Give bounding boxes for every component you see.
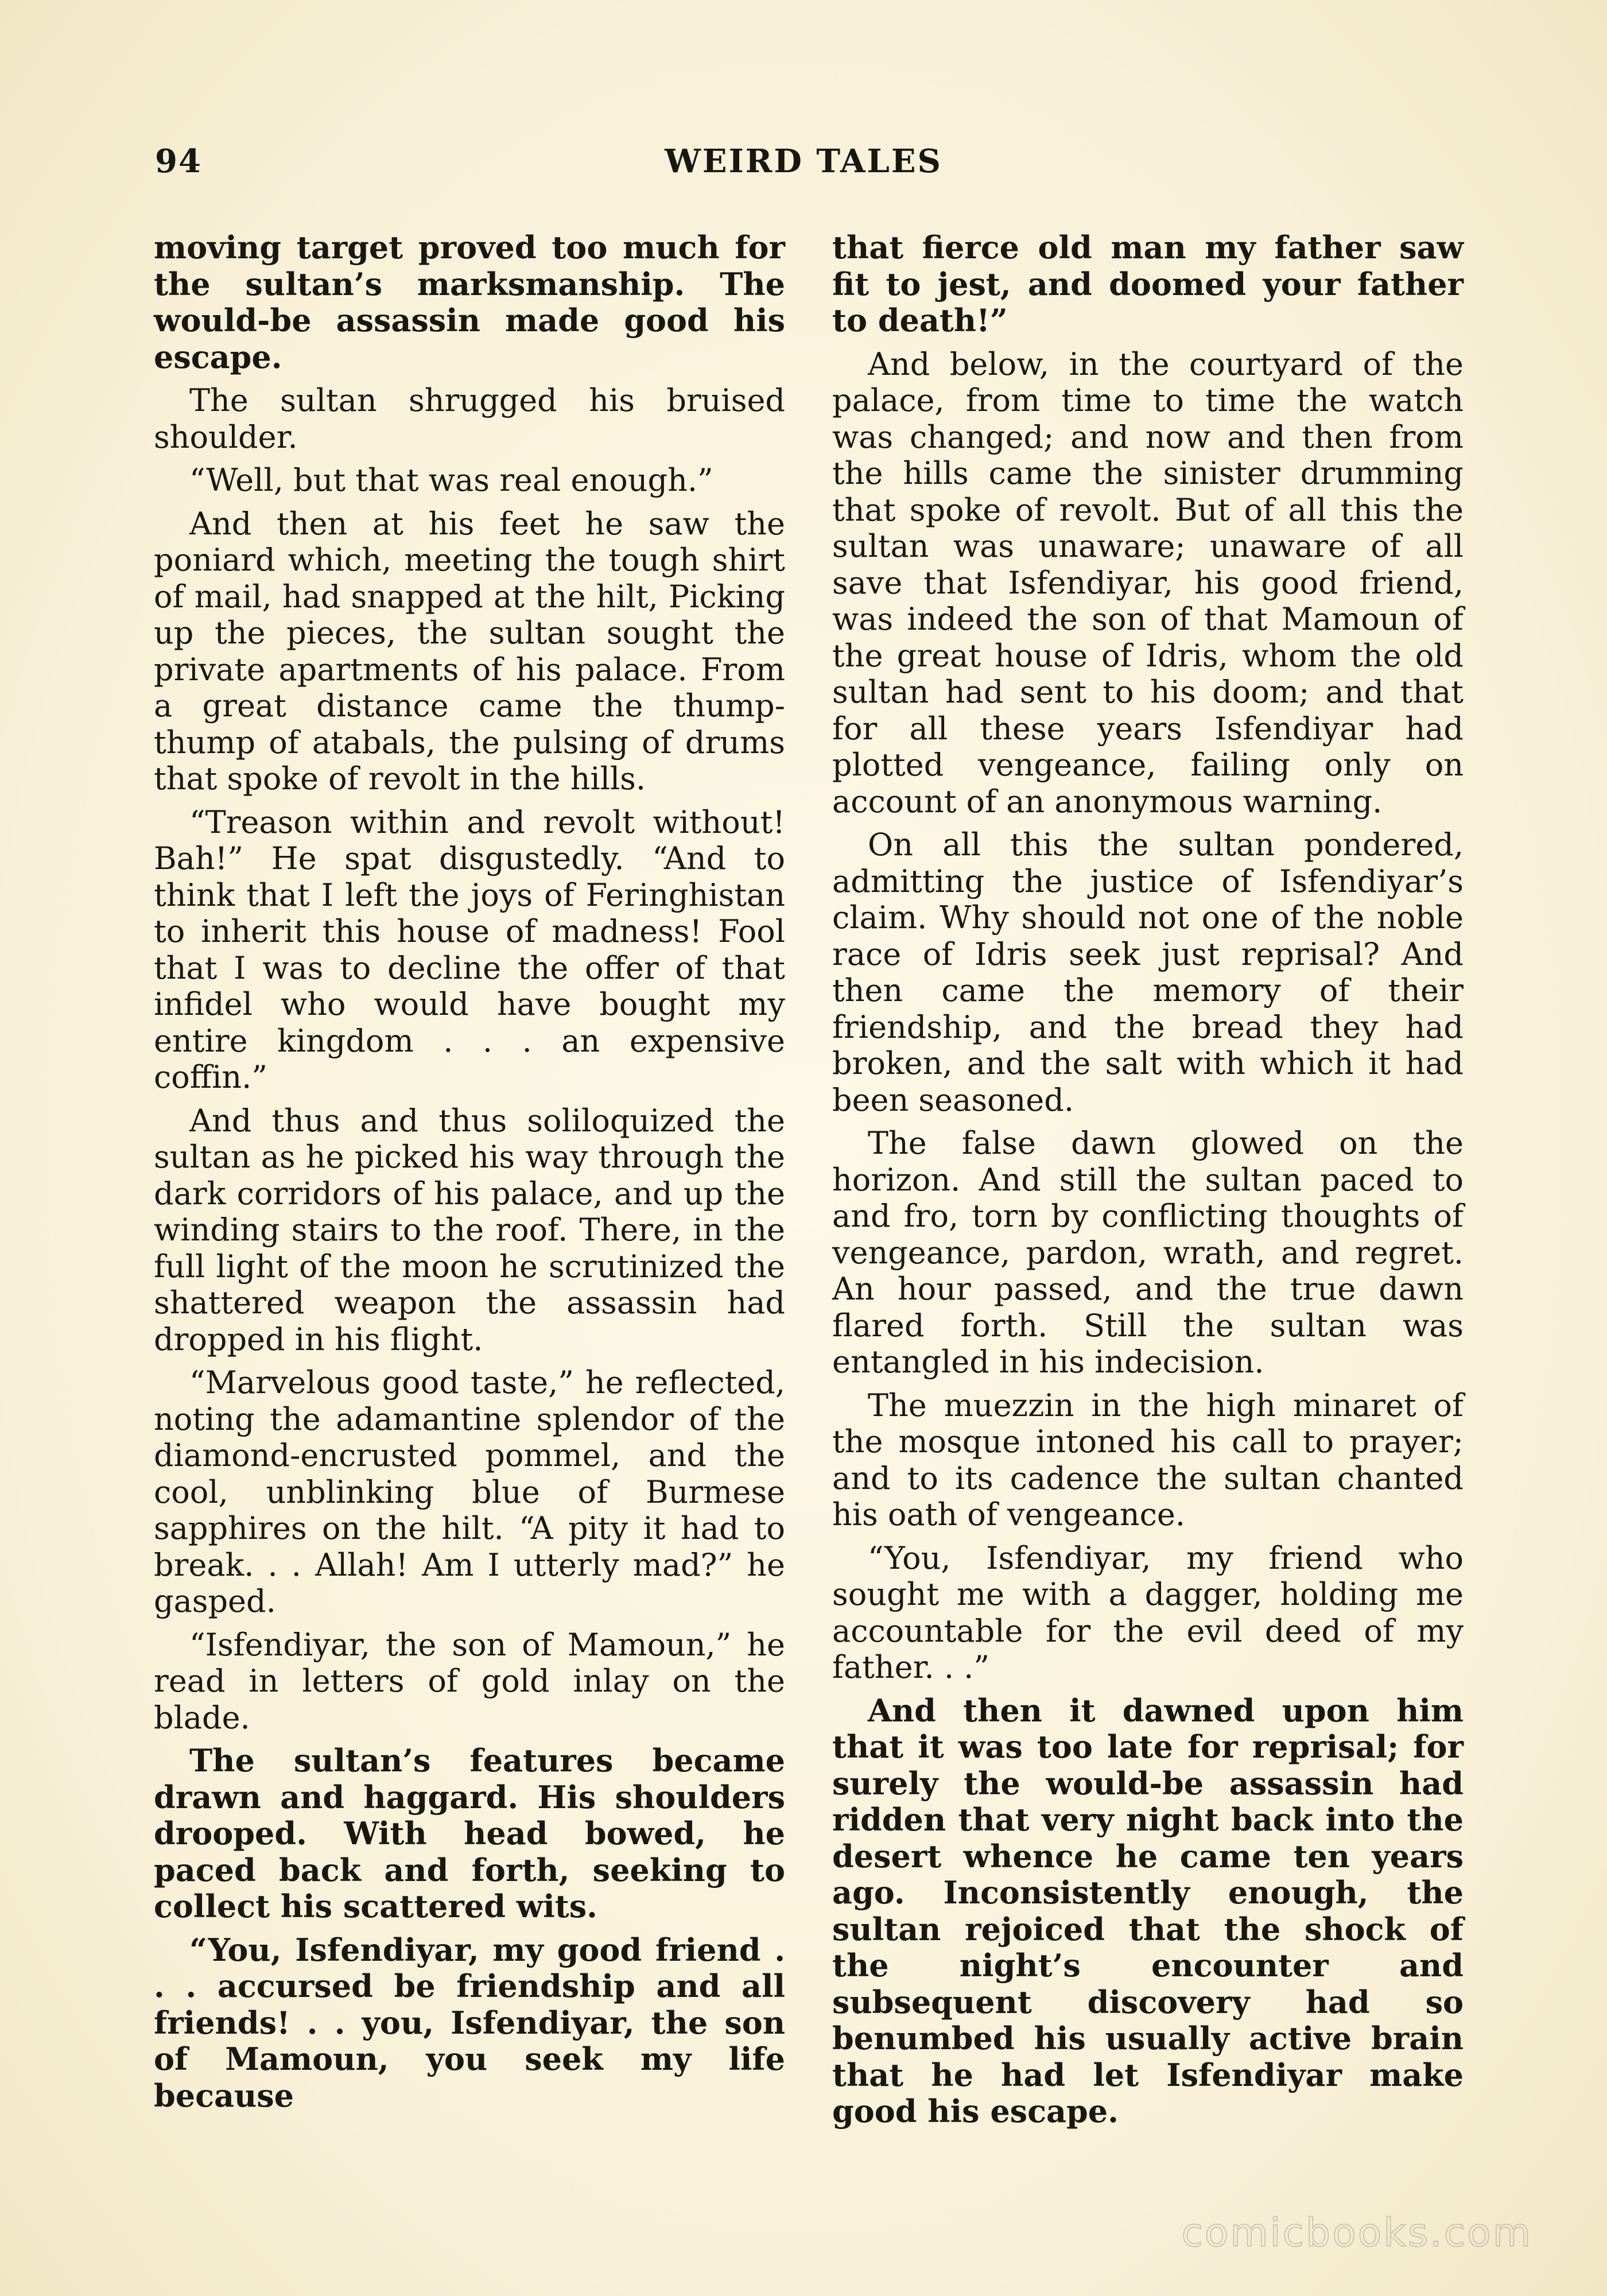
right-column (832, 230, 1464, 2137)
running-title: WEIRD TALES (665, 142, 942, 180)
watermark: comicbooks.com (1181, 2210, 1532, 2256)
paragraph: “You, Isfendiyar, my good friend . . . accursed be friendship and all friends! . . you, Isfendiyar, the son of Mamoun, you seek my life because (154, 1931, 785, 2114)
paragraph: “Isfendiyar, the son of Mamoun,” he read in letters of gold inlay on the blade. (154, 1626, 785, 1736)
paragraph: And then it dawned upon him that it was too late for reprisal; for surely the would-be assassin had ridden that very night back into the desert whence he came ten years ago. Inconsistently enough, the sultan rejoiced that the shock of the night’s encounter and subsequent discovery had so benumbed his usually active brain that he had let Isfendiyar make good his escape. (832, 1692, 1464, 2130)
left-column (154, 230, 785, 2121)
paragraph: moving target proved too much for the sultan’s marksmanship. The would-be assassin made good his escape. (154, 229, 785, 375)
paragraph: The sultan’s features became drawn and haggard. His shoulders drooped. With head bowed, he paced back and forth, seeking to collect his scattered wits. (154, 1742, 785, 1925)
running-header (155, 142, 1452, 188)
paragraph: On all this the sultan pondered, admitting the justice of Isfendiyar’s claim. Why should not one of the noble race of Idris seek just reprisal? And then came the memory of their friendship, and the bread they had broken, and the salt with which it had been seasoned. (832, 827, 1464, 1118)
paragraph: “Well, but that was real enough.” (189, 462, 713, 498)
paragraph: “Treason within and revolt without! Bah!” He spat disgustedly. “And to think that I left the joys of Feringhistan to inherit this house of madness! Fool that I was to decline the offer of that infidel who would have bought my entire kingdom . . . an expensive coffin.” (154, 804, 785, 1095)
page-number: 94 (155, 142, 202, 180)
paragraph: And then at his feet he saw the poniard which, meeting the tough shirt of mail, had snapped at the hilt, Picking up the pieces, the sultan sought the private apartments of his palace. From a great distance came the thump-thump of atabals, the pulsing of drums that spoke of revolt in the hills. (154, 505, 785, 797)
paragraph: The sultan shrugged his bruised shoulder. (154, 382, 785, 455)
paragraph: “You, Isfendiyar, my friend who sought me with a dagger, holding me accountable for the evil deed of my father. . .” (832, 1539, 1464, 1685)
paragraph: that fierce old man my father saw fit to jest, and doomed your father to death!” (832, 229, 1464, 339)
paragraph: The muezzin in the high minaret of the mosque intoned his call to prayer; and to its cadence the sultan chanted his oath of vengeance. (832, 1387, 1464, 1533)
paragraph: The false dawn glowed on the horizon. And still the sultan paced to and fro, torn by conflicting thoughts of vengeance, pardon, wrath, and regret. An hour passed, and the true dawn flared forth. Still the sultan was entangled in his indecision. (832, 1125, 1464, 1380)
paragraph: “Marvelous good taste,” he reflected, noting the adamantine splendor of the diamond-encrusted pommel, and the cool, unblinking blue of Burmese sapphires on the hilt. “A pity it had to break. . . Allah! Am I utterly mad?” he gasped. (154, 1364, 785, 1619)
paragraph: And thus and thus soliloquized the sultan as he picked his way through the dark corridors of his palace, and up the winding stairs to the roof. There, in the full light of the moon he scrutinized the shattered weapon the assassin had dropped in his flight. (154, 1102, 785, 1358)
paragraph: And below, in the courtyard of the palace, from time to time the watch was changed; and now and then from the hills came the sinister drumming that spoke of revolt. But of all this the sultan was unaware; unaware of all save that Isfendiyar, his good friend, was indeed the son of that Mamoun of the great house of Idris, whom the old sultan had sent to his doom; and that for all these years Isfendiyar had plotted vengeance, failing only on account of an anonymous warning. (832, 346, 1464, 820)
